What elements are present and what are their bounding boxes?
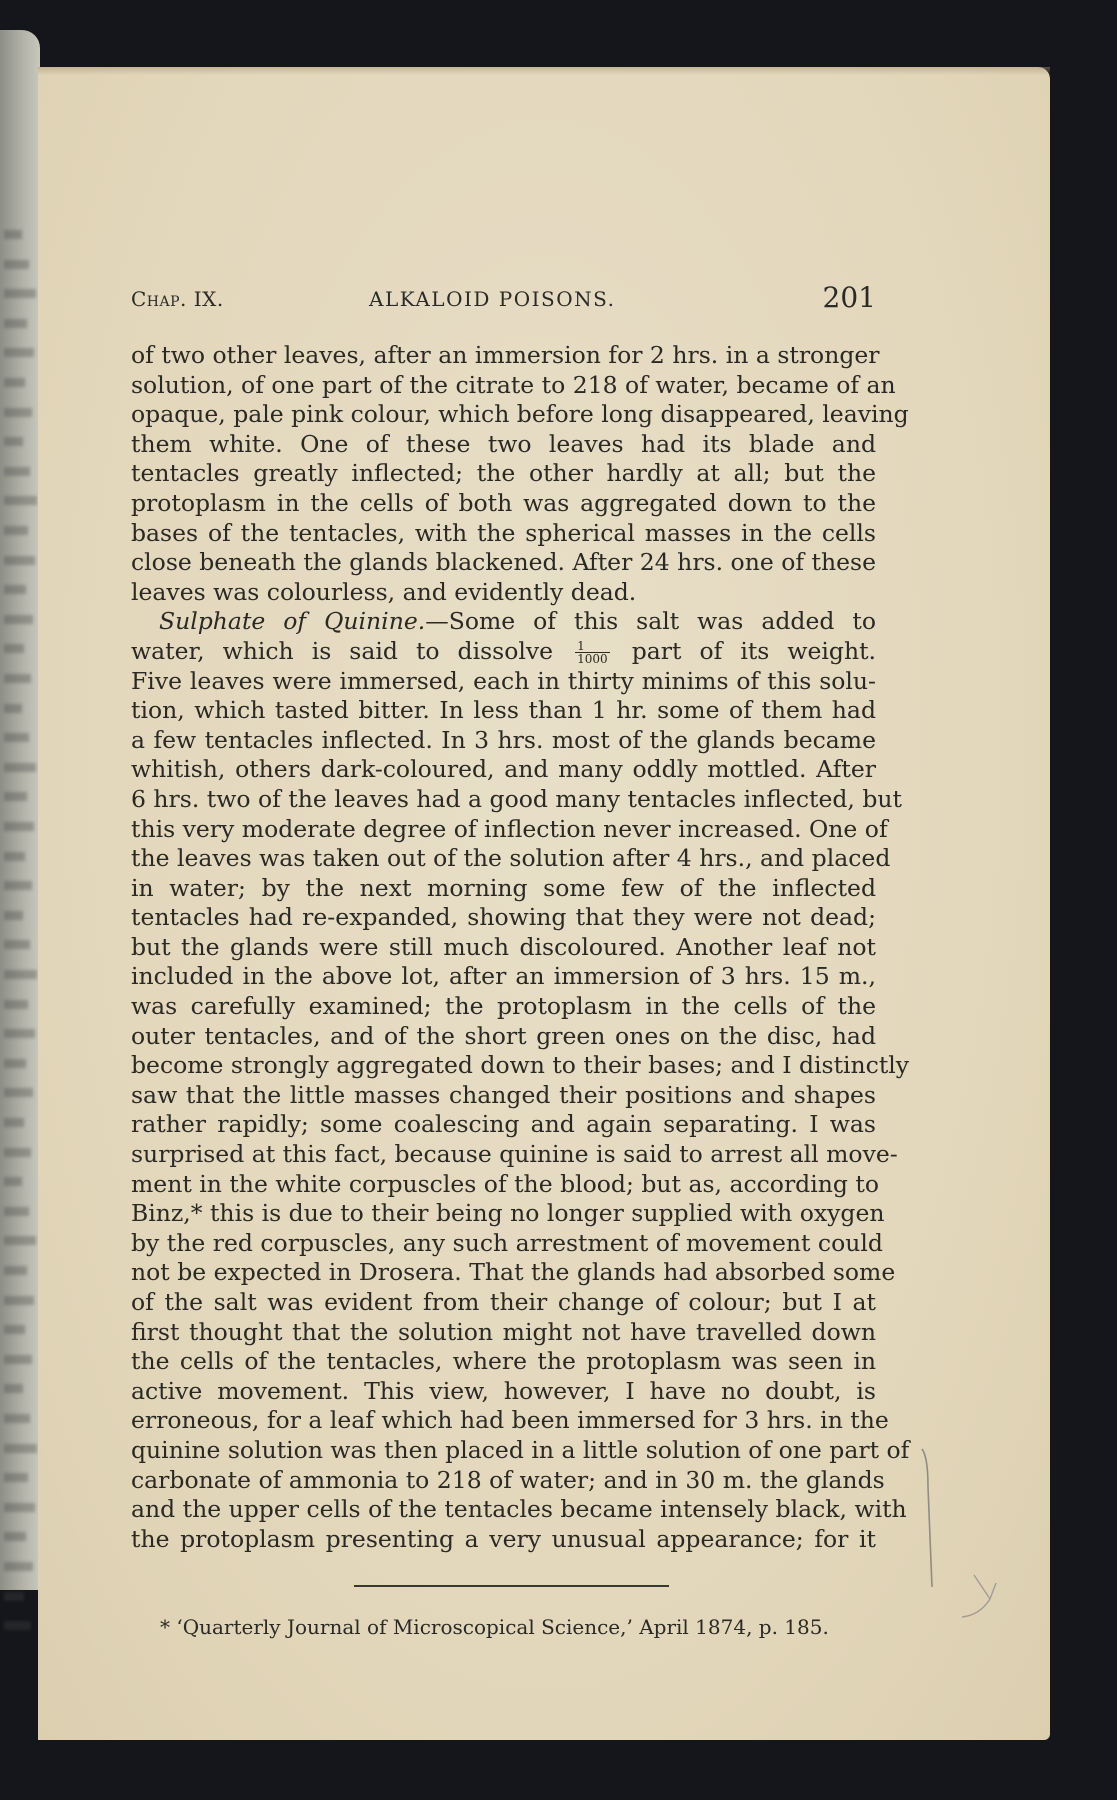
ghost-text-line	[4, 585, 26, 594]
text-line: saw that the little masses changed their positions and shapes	[131, 1080, 876, 1109]
text-line: this very moderate degree of inflection never increased. One of	[131, 814, 888, 843]
ghost-text-line	[4, 1532, 26, 1541]
running-head	[131, 281, 876, 313]
text-run: —Some of this salt was added to	[425, 607, 876, 636]
ghost-text-line	[4, 911, 23, 920]
pencil-margin-mark-icon	[918, 1447, 1018, 1647]
running-title: ALKALOID POISONS.	[369, 287, 616, 311]
text-line: in water; by the next morning some few of the inflected	[131, 873, 876, 902]
text-line: 6 hrs. two of the leaves had a good many tentacles inflected, but	[131, 784, 902, 813]
ghost-text-line	[4, 1118, 24, 1127]
text-line: first thought that the solution might not have travelled down	[131, 1317, 876, 1346]
text-line: of the salt was evident from their change of colour; but I at	[131, 1288, 876, 1316]
text-line: the protoplasm presenting a very unusual appearance; for it	[131, 1524, 876, 1553]
ghost-text-line	[4, 1592, 24, 1601]
ghost-text-line	[4, 1177, 22, 1186]
text-line: tentacles had re-expanded, showing that they were not dead;	[131, 903, 876, 932]
adjacent-left-page	[0, 30, 40, 1590]
ghost-text-line	[4, 1296, 34, 1305]
ghost-text-line	[4, 1444, 37, 1453]
ghost-text-line	[4, 792, 27, 801]
text-line: erroneous, for a leaf which had been immersed for 3 hrs. in the	[131, 1406, 889, 1435]
ghost-text-line	[4, 1000, 28, 1009]
ghost-text-line	[4, 1088, 33, 1097]
ghost-text-line	[4, 260, 29, 269]
footnote: * ‘Quarterly Journal of Microscopical Science,’ April 1874, p. 185.	[160, 1615, 829, 1639]
text-line: the cells of the tentacles, where the protoplasm was seen in	[131, 1347, 876, 1376]
body-text	[131, 341, 910, 1554]
ghost-text-line	[4, 674, 31, 683]
ghost-text-line	[4, 437, 23, 446]
ghost-text-line	[4, 704, 22, 713]
text-line: not be expected in Drosera. That the glands had absorbed some	[131, 1258, 896, 1287]
ghost-text-line	[4, 1029, 35, 1038]
ghost-text-line	[4, 1562, 33, 1571]
ghost-text-line	[4, 1355, 32, 1364]
text-line: by the red corpuscles, any such arrestment of movement could	[131, 1228, 883, 1257]
ghost-text-line	[4, 496, 37, 505]
ghost-text-line	[4, 319, 27, 328]
ghost-text-line	[4, 348, 34, 357]
text-line: tentacles greatly inflected; the other hardly at all; but the	[131, 459, 876, 488]
ghost-text-line	[4, 1207, 29, 1216]
pencil-check-mark	[962, 1575, 996, 1617]
ghost-text-line	[4, 1148, 31, 1157]
ghost-text-line	[4, 408, 32, 417]
text-line: leaves was colourless, and evidently dead.	[131, 577, 637, 606]
ghost-text-line	[4, 615, 33, 624]
text-run: part of its weight.	[631, 636, 876, 665]
text-run: water, which is said to dissolve	[131, 636, 554, 665]
ghost-text-line	[4, 230, 22, 239]
text-line: carbonate of ammonia to 218 of water; and in 30 m. the glands	[131, 1465, 885, 1494]
ghost-text-line	[4, 940, 30, 949]
fraction-numerator: 1	[575, 640, 610, 653]
ghost-text-line	[4, 881, 32, 890]
ghost-text-line	[4, 1236, 36, 1245]
fraction	[575, 640, 610, 665]
text-line: included in the above lot, after an immersion of 3 hrs. 15 m.,	[131, 962, 876, 991]
ghost-text-line	[4, 1384, 23, 1393]
text-line: protoplasm in the cells of both was aggregated down to the	[131, 488, 876, 517]
ghost-text-line	[4, 852, 25, 861]
pencil-bracket-line	[922, 1449, 932, 1587]
text-line: the leaves was taken out of the solution after 4 hrs., and placed	[131, 844, 891, 873]
page-number: 201	[822, 281, 876, 314]
text-line: tion, which tasted bitter. In less than 1 hr. some of them had	[131, 696, 876, 725]
ghost-text-line	[4, 822, 34, 831]
ghost-text-line	[4, 467, 30, 476]
text-line	[131, 607, 876, 637]
fraction-denominator: 1000	[577, 651, 608, 666]
text-line: was carefully examined; the protoplasm in the cells of the	[131, 992, 876, 1021]
ghost-text-line	[4, 1621, 31, 1630]
ghost-text-line	[4, 1503, 35, 1512]
text-line: solution, of one part of the citrate to 218 of water, became of an	[131, 370, 896, 399]
ghost-text-line	[4, 556, 35, 565]
text-line: outer tentacles, and of the short green ones on the disc, had	[131, 1021, 876, 1050]
text-line: rather rapidly; some coalescing and again separating. I was	[131, 1110, 876, 1139]
text-line: become strongly aggregated down to their bases; and I distinctly	[131, 1051, 910, 1080]
text-line: Five leaves were immersed, each in thirty minims of this solu-	[131, 666, 876, 695]
text-line: of two other leaves, after an immersion for 2 hrs. in a stronger	[131, 341, 880, 369]
text-line: active movement. This view, however, I have no doubt, is	[131, 1376, 876, 1405]
text-line: them white. One of these two leaves had its blade and	[131, 429, 876, 458]
ghost-text-line	[4, 526, 28, 535]
ghost-text-line	[4, 1266, 27, 1275]
ghost-text-line	[4, 1473, 28, 1482]
text-line: ment in the white corpuscles of the blood; but as, according to	[131, 1169, 879, 1198]
text-line: whitish, others dark-coloured, and many oddly mottled. After	[131, 755, 876, 784]
ghost-text-line	[4, 378, 25, 387]
chapter-label: Chap. IX.	[131, 287, 224, 311]
book-page	[38, 67, 1050, 1740]
section-heading-italic: Sulphate of Quinine.	[159, 607, 426, 636]
ghost-text-line	[4, 289, 36, 298]
text-line: but the glands were still much discoloured. Another leaf not	[131, 932, 876, 961]
text-line: and the upper cells of the tentacles became intensely black, with	[131, 1495, 907, 1524]
text-line: close beneath the glands blackened. After 24 hrs. one of these	[131, 548, 876, 577]
text-line: surprised at this fact, because quinine is said to arrest all move-	[131, 1140, 898, 1169]
text-line: quinine solution was then placed in a little solution of one part of	[131, 1435, 910, 1464]
text-line: a few tentacles inflected. In 3 hrs. most of the glands became	[131, 725, 876, 754]
ghost-text-line	[4, 1325, 25, 1334]
ghost-text-line	[4, 1059, 26, 1068]
ghost-text-line	[4, 733, 29, 742]
text-line: opaque, pale pink colour, which before long disappeared, leaving	[131, 400, 909, 429]
text-line: bases of the tentacles, with the spherical masses in the cells	[131, 518, 876, 547]
ghost-text-line	[4, 763, 36, 772]
text-line: Binz,* this is due to their being no longer supplied with oxygen	[131, 1199, 885, 1228]
footnote-rule	[354, 1585, 669, 1587]
text-line	[131, 637, 876, 667]
ghost-text-line	[4, 644, 24, 653]
ghost-text-line	[4, 970, 37, 979]
ghost-text-line	[4, 1414, 30, 1423]
